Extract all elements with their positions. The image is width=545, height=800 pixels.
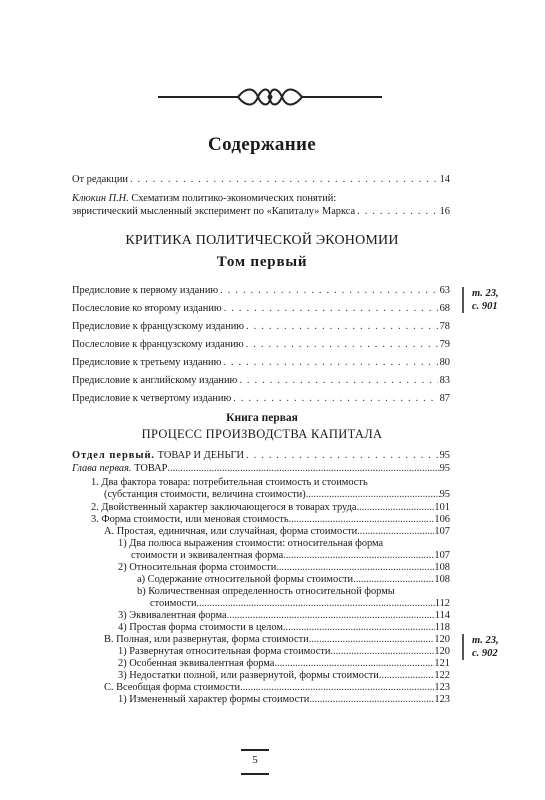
toc-leader-dots bbox=[330, 646, 434, 658]
toc-page: 16 bbox=[439, 206, 450, 217]
toc-page: 114 bbox=[434, 610, 450, 621]
toc-entry-preface-4[interactable] bbox=[72, 339, 450, 351]
toc-entry-preface-7[interactable] bbox=[72, 393, 450, 405]
margin-note-1 bbox=[462, 287, 542, 313]
toc-page: 83 bbox=[439, 375, 450, 386]
toc-leader-dots bbox=[357, 206, 437, 218]
toc-entry-1[interactable] bbox=[104, 489, 450, 501]
toc-page: 122 bbox=[434, 670, 450, 681]
toc-leader-dots bbox=[246, 321, 438, 333]
toc-entry-klyukin-line2[interactable] bbox=[72, 206, 450, 218]
toc-entry-3a4[interactable] bbox=[118, 622, 450, 634]
toc-label: C. Всеобщая форма стоимости bbox=[104, 682, 241, 693]
margin-note-volume: т. 23, bbox=[472, 635, 499, 646]
toc-page: 95 bbox=[439, 489, 450, 500]
toc-page: 121 bbox=[434, 658, 450, 669]
toc-label: 4) Простая форма стоимости в целом bbox=[118, 622, 283, 633]
toc-page: 80 bbox=[439, 357, 450, 368]
toc-leader-dots bbox=[223, 357, 437, 369]
toc-entry-3a2a[interactable] bbox=[137, 574, 450, 586]
chapter-prefix: Глава первая. bbox=[72, 463, 132, 474]
toc-leader-dots bbox=[309, 694, 434, 706]
toc-leader-dots bbox=[197, 598, 435, 610]
toc-label: B. Полная, или развернутая, форма стоимости bbox=[104, 634, 309, 645]
toc-label: ТОВАР И ДЕНЬГИ bbox=[157, 450, 245, 461]
toc-label: 3) Эквивалентная форма bbox=[118, 610, 227, 621]
toc-leader-dots bbox=[246, 339, 438, 351]
toc-entry-editorial[interactable] bbox=[72, 174, 450, 186]
toc-leader-dots bbox=[357, 526, 434, 538]
toc-entry-chapter-1[interactable] bbox=[72, 463, 450, 475]
toc-entry-3a3[interactable] bbox=[118, 610, 450, 622]
part-title: КРИТИКА ПОЛИТИЧЕСКОЙ ЭКОНОМИИ bbox=[125, 233, 399, 248]
toc-page: 107 bbox=[434, 526, 450, 537]
page-title: Содержание bbox=[208, 134, 316, 155]
toc-label: Послесловие ко второму изданию bbox=[72, 303, 222, 314]
toc-entry-3c[interactable] bbox=[104, 682, 450, 694]
toc-leader-dots bbox=[227, 610, 435, 622]
toc-leader-dots bbox=[353, 574, 434, 586]
toc-page: 118 bbox=[434, 622, 450, 633]
toc-label: Предисловие к первому изданию bbox=[72, 285, 219, 296]
toc-entry-3a1-line1[interactable]: 1) Два полюса выражения стоимости: относительная форма bbox=[118, 538, 384, 549]
toc-label: A. Простая, единичная, или случайная, форма стоимости bbox=[104, 526, 358, 537]
toc-entry-preface-3[interactable] bbox=[72, 321, 450, 333]
toc-label: 1) Измененный характер формы стоимости bbox=[118, 694, 310, 705]
toc-label: Предисловие к третьему изданию bbox=[72, 357, 222, 368]
toc-leader-dots bbox=[357, 502, 435, 514]
toc-entry-klyukin-line1[interactable] bbox=[72, 193, 336, 205]
margin-note-volume: т. 23, bbox=[472, 288, 499, 299]
toc-entry-3b2[interactable] bbox=[118, 658, 450, 670]
toc-label: стоимости bbox=[150, 598, 197, 609]
margin-note-page: с. 901 bbox=[472, 301, 498, 312]
toc-leader-dots bbox=[309, 634, 435, 646]
margin-note-page: с. 902 bbox=[472, 648, 498, 659]
toc-label: 2) Относительная форма стоимости bbox=[118, 562, 277, 573]
page-number-rule-top bbox=[241, 749, 269, 751]
toc-page: 95 bbox=[439, 463, 450, 474]
toc-page: 68 bbox=[439, 303, 450, 314]
toc-entry-3a2b[interactable] bbox=[150, 598, 450, 610]
author-name: Клюкин П.Н. bbox=[72, 193, 129, 204]
toc-leader-dots bbox=[167, 463, 439, 475]
toc-entry-3a2b-line1[interactable]: b) Количественная определенность относительной формы bbox=[137, 586, 395, 597]
toc-leader-dots bbox=[283, 550, 434, 562]
toc-label: 3. Форма стоимости, или меновая стоимость bbox=[91, 514, 289, 525]
section-prefix: Отдел первый. bbox=[72, 450, 156, 461]
toc-label: 2. Двойственный характер заключающегося в товарах труда bbox=[91, 502, 357, 513]
ornament-divider-icon bbox=[158, 82, 382, 112]
toc-leader-dots bbox=[379, 670, 435, 682]
toc-leader-dots bbox=[240, 682, 434, 694]
toc-entry-1-line1[interactable]: 1. Два фактора товара: потребительная стоимость и стоимость bbox=[91, 477, 368, 488]
toc-label: Предисловие к четвертому изданию bbox=[72, 393, 232, 404]
toc-entry-3a1[interactable] bbox=[131, 550, 450, 562]
margin-note-2 bbox=[462, 634, 542, 660]
book-title: Книга первая bbox=[226, 412, 298, 424]
toc-leader-dots bbox=[306, 489, 440, 501]
volume-title: Том первый bbox=[216, 254, 308, 270]
toc-entry-preface-1[interactable] bbox=[72, 285, 450, 297]
toc-entry-preface-5[interactable] bbox=[72, 357, 450, 369]
toc-leader-dots bbox=[130, 174, 438, 186]
toc-leader-dots bbox=[274, 658, 434, 670]
toc-page: 14 bbox=[439, 174, 450, 185]
toc-label: От редакции bbox=[72, 174, 128, 185]
toc-entry-3a[interactable] bbox=[104, 526, 450, 538]
toc-page: 107 bbox=[434, 550, 450, 561]
toc-page: 101 bbox=[434, 502, 450, 513]
toc-leader-dots bbox=[239, 375, 437, 387]
toc-label: Предисловие к французскому изданию bbox=[72, 321, 245, 332]
toc-leader-dots bbox=[246, 450, 438, 462]
toc-entry-3[interactable] bbox=[91, 514, 450, 526]
toc-leader-dots bbox=[220, 285, 437, 297]
toc-page: 95 bbox=[439, 450, 450, 461]
toc-entry-3b1[interactable] bbox=[118, 646, 450, 658]
toc-entry-section-1[interactable] bbox=[72, 450, 450, 462]
toc-entry-preface-2[interactable] bbox=[72, 303, 450, 315]
toc-page: 120 bbox=[434, 634, 450, 645]
toc-label: Послесловие к французскому изданию bbox=[72, 339, 244, 350]
toc-page: 79 bbox=[439, 339, 450, 350]
toc-entry-3b[interactable] bbox=[104, 634, 450, 646]
toc-page: 108 bbox=[434, 562, 450, 573]
toc-leader-dots bbox=[283, 622, 435, 634]
toc-label: ТОВАР bbox=[134, 463, 168, 474]
page-number: 5 bbox=[252, 754, 258, 766]
toc-label: стоимости и эквивалентная форма bbox=[131, 550, 284, 561]
toc-page: 123 bbox=[434, 694, 450, 705]
toc-entry-3a2[interactable] bbox=[118, 562, 450, 574]
toc-entry-2[interactable] bbox=[91, 502, 450, 514]
toc-label: эвристический мысленный эксперимент по «Капиталу» Маркса bbox=[72, 206, 356, 217]
toc-entry-3c1[interactable] bbox=[118, 694, 450, 706]
toc-label: Предисловие к английскому изданию bbox=[72, 375, 238, 386]
toc-page: 108 bbox=[434, 574, 450, 585]
toc-label: (субстанция стоимости, величина стоимости) bbox=[104, 489, 306, 500]
toc-page: 123 bbox=[434, 682, 450, 693]
toc-leader-dots bbox=[276, 562, 434, 574]
toc-label: 1) Развернутая относительная форма стоимости bbox=[118, 646, 331, 657]
process-title: ПРОЦЕСС ПРОИЗВОДСТВА КАПИТАЛА bbox=[141, 427, 383, 441]
toc-entry-3b3[interactable] bbox=[118, 670, 450, 682]
toc-label: Схематизм политико-экономических понятий: bbox=[131, 193, 337, 204]
toc-page: 106 bbox=[434, 514, 450, 525]
toc-page: 120 bbox=[434, 646, 450, 657]
toc-entry-preface-6[interactable] bbox=[72, 375, 450, 387]
toc-page: 78 bbox=[439, 321, 450, 332]
toc-page: 112 bbox=[434, 598, 450, 609]
toc-label: 2) Особенная эквивалентная форма bbox=[118, 658, 275, 669]
toc-label: 3) Недостатки полной, или развернутой, формы стоимости bbox=[118, 670, 379, 681]
page-number-rule-bottom bbox=[241, 773, 269, 775]
toc-leader-dots bbox=[289, 514, 435, 526]
toc-page: 63 bbox=[439, 285, 450, 296]
toc-label: a) Содержание относительной формы стоимости bbox=[137, 574, 354, 585]
toc-leader-dots bbox=[224, 303, 438, 315]
toc-page: 87 bbox=[439, 393, 450, 404]
toc-leader-dots bbox=[233, 393, 437, 405]
